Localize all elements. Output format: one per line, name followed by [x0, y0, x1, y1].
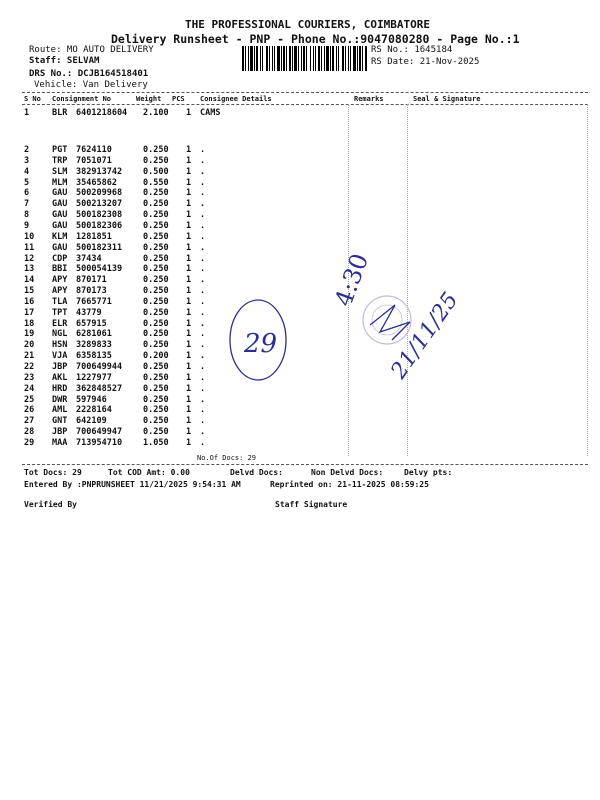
row-consignment-no: 500182306: [76, 220, 123, 231]
row-weight: 0.250: [143, 307, 169, 318]
barcode-bar: [315, 46, 316, 71]
row-consignee: .: [200, 340, 206, 351]
row-pcs: 1: [186, 296, 192, 307]
staff-signature: Staff Signature: [275, 500, 348, 509]
row-weight: 0.500: [143, 166, 169, 177]
barcode-bar: [306, 46, 307, 71]
header-top-rule: [22, 92, 588, 93]
row-weight: 0.250: [143, 286, 169, 297]
row-consignment-no: 7624110: [76, 145, 112, 155]
row-pcs: 1: [186, 437, 192, 448]
row-pcs: 1: [186, 427, 192, 438]
row-code: DWR: [52, 394, 68, 405]
row-sno: 17: [24, 307, 35, 318]
row-weight: 0.250: [143, 405, 169, 416]
barcode-bar: [321, 46, 322, 71]
row-consignment-no: 642109: [76, 416, 107, 427]
barcode-bar: [245, 46, 246, 71]
row-sno: 8: [24, 210, 30, 221]
row-sno: 22: [24, 362, 35, 372]
row-consignment-no: 700649944: [76, 362, 123, 372]
non-delvd-docs: Non Delvd Docs:: [311, 468, 384, 477]
row-consignee: .: [200, 307, 206, 318]
row-consignment-no: 500182308: [76, 210, 123, 221]
route-label: Route: MO AUTO DELIVERY: [29, 45, 154, 55]
verified-by: Verified By: [24, 500, 77, 509]
row-pcs: 1: [186, 199, 192, 210]
barcode-bar: [266, 46, 268, 71]
row-consignee: .: [200, 437, 206, 448]
row-weight: 0.250: [143, 220, 169, 231]
col-seal: Seal & Signature: [413, 95, 481, 103]
barcode-bar: [272, 46, 273, 71]
row-sno: 10: [24, 231, 35, 242]
row-sno: 18: [24, 318, 35, 329]
row-code: APY: [52, 286, 68, 297]
rs-date: RS Date: 21-Nov-2025: [371, 57, 480, 67]
row-consignee: .: [200, 220, 206, 231]
row-weight: 0.250: [143, 296, 169, 307]
row-code: BLR: [52, 108, 68, 118]
row-sno: 19: [24, 329, 35, 340]
row-consignment-no: 35465862: [76, 177, 117, 188]
barcode-bar: [357, 46, 358, 71]
vehicle-label: Vehicle: Van Delivery: [34, 80, 148, 90]
row-pcs: 1: [186, 351, 192, 362]
row-consignee: .: [200, 383, 206, 394]
row-code: VJA: [52, 351, 68, 362]
row-consignee: .: [200, 177, 206, 188]
row-consignment-no: 500213207: [76, 199, 123, 210]
barcode-bar: [289, 46, 291, 71]
row-pcs: 1: [186, 286, 192, 297]
row-sno: 24: [24, 383, 35, 394]
barcode: [242, 46, 368, 71]
barcode-bar: [353, 46, 356, 71]
row-weight: 0.250: [143, 253, 169, 264]
row-consignee: .: [200, 253, 206, 264]
row-code: CDP: [52, 253, 68, 264]
row-sno: 4: [24, 166, 30, 177]
row-consignee: .: [200, 351, 206, 362]
drs-number: DRS No.: DCJB164518401: [29, 69, 149, 79]
row-consignee: .: [200, 394, 206, 405]
row-consignment-no: 870171: [76, 275, 107, 286]
row-pcs: 1: [186, 231, 192, 242]
row-weight: 0.250: [143, 199, 169, 210]
reprinted-on: Reprinted on: 21-11-2025 08:59:25: [270, 480, 429, 489]
row-weight: 0.250: [143, 145, 169, 155]
barcode-bar: [359, 46, 361, 71]
barcode-bar: [350, 46, 351, 71]
barcode-bar: [298, 46, 299, 71]
row-pcs: 1: [186, 210, 192, 221]
row-pcs: 1: [186, 275, 192, 286]
barcode-bar: [310, 46, 311, 71]
row-weight: 0.250: [143, 210, 169, 221]
row-pcs: 1: [186, 166, 192, 177]
barcode-bar: [277, 46, 280, 71]
row-code: HRD: [52, 383, 68, 394]
row-consignee: .: [200, 242, 206, 253]
row-sno: 14: [24, 275, 35, 286]
row-sno: 25: [24, 394, 35, 405]
barcode-bar: [248, 46, 249, 71]
row-sno: 5: [24, 177, 30, 188]
totals-top-rule: [22, 464, 588, 465]
row-sno: 6: [24, 188, 30, 199]
col-consignee: Consignee Details: [200, 95, 272, 103]
row-consignee: .: [200, 231, 206, 242]
row-weight: 0.250: [143, 372, 169, 383]
date-note: 21/11/25: [386, 288, 464, 384]
rs-number: RS No.: 1645184: [371, 45, 453, 55]
row-weight: 0.550: [143, 177, 169, 188]
row-consignment-no: 6281061: [76, 329, 112, 340]
row-code: GAU: [52, 199, 68, 210]
row-code: GAU: [52, 242, 68, 253]
row-pcs: 1: [186, 264, 192, 275]
row-weight: 0.250: [143, 394, 169, 405]
row-sno: 13: [24, 264, 35, 275]
row-code: AKL: [52, 372, 68, 383]
row-code: JBP: [52, 362, 68, 372]
barcode-bar: [365, 46, 367, 71]
row-pcs: 1: [186, 394, 192, 405]
row-consignee: .: [200, 362, 206, 372]
barcode-bar: [318, 46, 320, 71]
row-consignee: .: [200, 405, 206, 416]
col-remarks: Remarks: [354, 95, 384, 103]
barcode-bar: [326, 46, 329, 71]
row-consignment-no: 3289833: [76, 340, 112, 351]
row-consignment-no: 500209968: [76, 188, 123, 199]
row-code: BBI: [52, 264, 68, 275]
row-pcs: 1: [186, 307, 192, 318]
row-consignment-no: 597946: [76, 394, 107, 405]
barcode-bar: [269, 46, 270, 71]
row-sno: 29: [24, 437, 35, 448]
barcode-bar: [281, 46, 282, 71]
row-code: PGT: [52, 145, 68, 155]
row-weight: 0.250: [143, 155, 169, 166]
time-note: 4:30: [329, 249, 375, 311]
row-pcs: 1: [186, 108, 192, 118]
row-sno: 3: [24, 155, 30, 166]
row-consignment-no: 362848527: [76, 383, 123, 394]
row-consignment-no: 43779: [76, 307, 102, 318]
row-consignee: .: [200, 188, 206, 199]
row-sno: 2: [24, 145, 30, 155]
row-code: ELR: [52, 318, 68, 329]
row-consignment-no: 7665771: [76, 296, 112, 307]
barcode-bar: [262, 46, 263, 71]
barcode-bar: [324, 46, 325, 71]
row-consignment-no: 500054139: [76, 264, 123, 275]
row-code: GAU: [52, 188, 68, 199]
row-consignee: .: [200, 166, 206, 177]
tot-cod: Tot COD Amt: 0.00: [108, 468, 190, 477]
row-consignment-no: 7051071: [76, 155, 112, 166]
barcode-bar: [256, 46, 258, 71]
row-consignment-no: 713954710: [76, 437, 123, 448]
row-consignee: .: [200, 275, 206, 286]
row-code: SLM: [52, 166, 68, 177]
row-consignment-no: 870173: [76, 286, 107, 297]
row-pcs: 1: [186, 220, 192, 231]
row-weight: 0.250: [143, 318, 169, 329]
row-consignment-no: 37434: [76, 253, 102, 264]
row-consignee: .: [200, 286, 206, 297]
row-consignee: .: [200, 427, 206, 438]
delvy-pts: Delvy pts:: [404, 468, 453, 477]
row-sno: 7: [24, 199, 30, 210]
row-consignee: .: [200, 264, 206, 275]
tot-docs: Tot Docs: 29: [24, 468, 82, 477]
row-sno: 26: [24, 405, 35, 416]
row-sno: 16: [24, 296, 35, 307]
row-weight: 1.050: [143, 437, 169, 448]
row-consignee: .: [200, 210, 206, 221]
row-code: AML: [52, 405, 68, 416]
row-consignment-no: 1227977: [76, 372, 112, 383]
barcode-bar: [342, 46, 344, 71]
row-code: TLA: [52, 296, 68, 307]
row-sno: 28: [24, 427, 35, 438]
row-consignee: .: [200, 296, 206, 307]
row-code: MLM: [52, 177, 68, 188]
row-code: KLM: [52, 231, 68, 242]
circled-count: 29: [244, 329, 278, 359]
barcode-bar: [303, 46, 305, 71]
row-consignee: .: [200, 199, 206, 210]
barcode-bar: [301, 46, 302, 71]
barcode-bar: [254, 46, 255, 71]
row-pcs: 1: [186, 155, 192, 166]
col-pcs: PCS: [172, 95, 185, 103]
barcode-bar: [274, 46, 275, 71]
row-sno: 27: [24, 416, 35, 427]
row-code: TRP: [52, 155, 68, 166]
row-consignment-no: 500182311: [76, 242, 123, 253]
row-weight: 0.250: [143, 231, 169, 242]
row-code: HSN: [52, 340, 68, 351]
row-weight: 0.250: [143, 242, 169, 253]
row-pcs: 1: [186, 329, 192, 340]
row-pcs: 1: [186, 177, 192, 188]
row-pcs: 1: [186, 242, 192, 253]
row-consignee: .: [200, 145, 206, 155]
row-sno: 21: [24, 351, 35, 362]
row-weight: 0.250: [143, 340, 169, 351]
barcode-bar: [283, 46, 285, 71]
row-code: GAU: [52, 210, 68, 221]
row-weight: 0.250: [143, 264, 169, 275]
row-consignment-no: 1281851: [76, 231, 112, 242]
barcode-bar: [286, 46, 287, 71]
row-pcs: 1: [186, 372, 192, 383]
row-code: GAU: [52, 220, 68, 231]
company-title: THE PROFESSIONAL COURIERS, COIMBATORE: [185, 18, 431, 31]
row-pcs: 1: [186, 340, 192, 351]
row-weight: 0.250: [143, 362, 169, 372]
row-consignee: .: [200, 416, 206, 427]
row-sno: 1: [24, 108, 30, 118]
barcode-bar: [345, 46, 346, 71]
row-consignment-no: 6358135: [76, 351, 112, 362]
row-code: GNT: [52, 416, 68, 427]
barcode-bar: [362, 46, 363, 71]
barcode-bar: [332, 46, 334, 71]
row-code: MAA: [52, 437, 68, 448]
row-consignment-no: 2228164: [76, 405, 112, 416]
row-weight: 0.250: [143, 188, 169, 199]
col-weight: Weight: [136, 95, 162, 103]
barcode-bar: [250, 46, 253, 71]
runsheet-title: Delivery Runsheet - PNP - Phone No.:9047080280 - Page No.:1: [111, 32, 520, 46]
row-consignment-no: 6401218604: [76, 108, 128, 118]
row-weight: 0.250: [143, 275, 169, 286]
col-sno: S No: [24, 95, 41, 103]
barcode-bar: [338, 46, 339, 71]
row-sno: 11: [24, 242, 35, 253]
row-sno: 23: [24, 372, 35, 383]
barcode-bar: [313, 46, 314, 71]
row-pcs: 1: [186, 383, 192, 394]
barcode-bar: [336, 46, 337, 71]
row-consignee: .: [200, 329, 206, 340]
row-pcs: 1: [186, 318, 192, 329]
row-sno: 12: [24, 253, 35, 264]
row-weight: 0.250: [143, 416, 169, 427]
barcode-bar: [292, 46, 293, 71]
row-weight: 0.200: [143, 351, 169, 362]
row-code: JBP: [52, 427, 68, 438]
row-sno: 15: [24, 286, 35, 297]
handwriting-overlay: [220, 230, 480, 400]
row-code: TPT: [52, 307, 68, 318]
delvd-docs: Delvd Docs:: [230, 468, 283, 477]
row-consignee: .: [200, 318, 206, 329]
staff-label: Staff: SELVAM: [29, 56, 100, 66]
row-weight: 0.250: [143, 383, 169, 394]
row-weight: 0.250: [143, 329, 169, 340]
row-consignment-no: 700649947: [76, 427, 123, 438]
row-pcs: 1: [186, 416, 192, 427]
row-weight: 2.100: [143, 108, 169, 118]
entered-by: Entered By :PNPRUNSHEET 11/21/2025 9:54:31 AM: [24, 480, 241, 489]
row-sno: 9: [24, 220, 30, 231]
row-weight: 0.250: [143, 427, 169, 438]
row-code: APY: [52, 275, 68, 286]
row-consignment-no: 382913742: [76, 166, 123, 177]
barcode-bar: [330, 46, 331, 71]
barcode-bar: [348, 46, 349, 71]
row-pcs: 1: [186, 145, 192, 155]
row-pcs: 1: [186, 253, 192, 264]
column-guide: [587, 104, 588, 456]
barcode-bar: [294, 46, 297, 71]
row-code: NGL: [52, 329, 68, 340]
row-consignee: CAMS: [200, 108, 221, 118]
barcode-bar: [260, 46, 261, 71]
row-pcs: 1: [186, 405, 192, 416]
no-of-docs: No.Of Docs: 29: [197, 454, 257, 462]
row-consignee: .: [200, 155, 206, 166]
row-pcs: 1: [186, 188, 192, 199]
row-consignee: .: [200, 372, 206, 383]
row-consignment-no: 657915: [76, 318, 107, 329]
row-pcs: 1: [186, 362, 192, 372]
row-sno: 20: [24, 340, 35, 351]
barcode-bar: [242, 46, 244, 71]
col-consignment: Consignment No: [52, 95, 112, 103]
header-bottom-rule: [22, 104, 588, 105]
